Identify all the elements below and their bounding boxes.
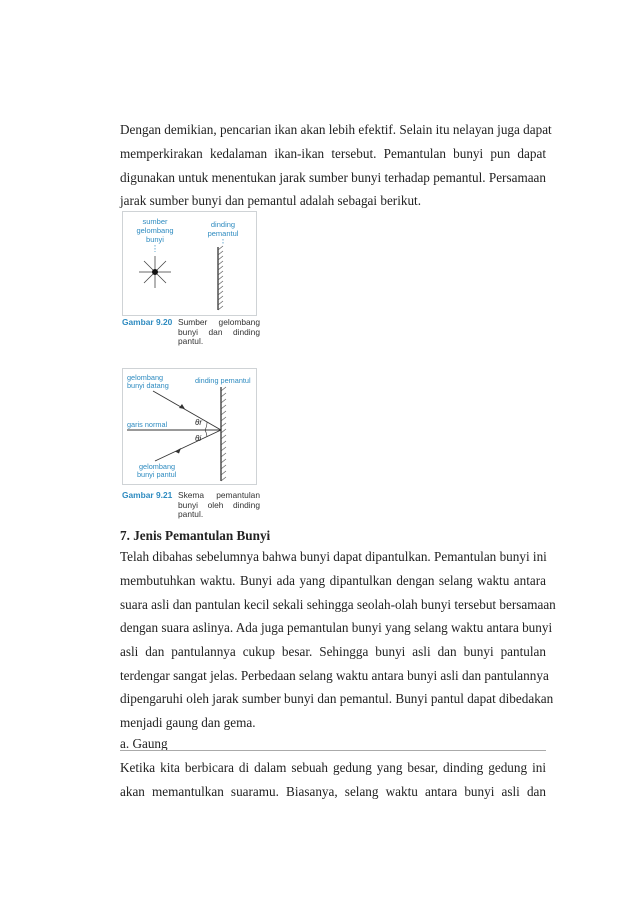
source-and-wall-diagram [123, 212, 256, 315]
source-label-2: gelombang [136, 226, 174, 235]
figure2-caption-line-1: Skema pemantulan [178, 490, 260, 500]
reflected-ray [155, 430, 221, 461]
intro-line-2: memperkirakan kedalaman ikan-ikan tersebut. Pemantulan bunyi pun dapat [120, 146, 546, 161]
section-line-8: menjadi gaung dan gema. [120, 715, 256, 730]
figure1-caption-line-2: bunyi dan dinding [178, 326, 260, 337]
figure-sound-source [122, 211, 257, 316]
figure1-caption-line-3: pantul. [178, 336, 204, 346]
source-label-3: bunyi [146, 235, 164, 244]
incident-label-1: gelombang [127, 373, 164, 382]
figure2-caption-line-2: bunyi oleh dinding [178, 499, 260, 510]
subsection-line-1: Ketika kita berbicara di dalam sebuah gedung yang besar, dinding gedung ini [120, 760, 546, 775]
figure1-caption-line-1: Sumber gelombang [178, 317, 260, 327]
reflection-diagram [123, 369, 256, 484]
normal-label: garis normal [127, 420, 168, 429]
figure1-caption-number: Gambar 9.20 [122, 317, 173, 327]
figure2-caption-number: Gambar 9.21 [122, 490, 173, 500]
section-line-3: suara asli dan pantulan kecil sekali sehingga seolah-olah bunyi tersebut bersamaan [120, 597, 556, 612]
section-line-4: dengan suara aslinya. Ada juga pemantulan bunyi yang selang waktu antara bunyi [120, 620, 553, 635]
wall-label-2: pemantul [207, 229, 239, 238]
divider-line [120, 750, 546, 751]
source-label-1: sumber [142, 217, 168, 226]
subheading: a. Gaung [120, 736, 168, 751]
section-line-2: membutuhkan waktu. Bunyi ada yang dipantulkan dengan selang waktu antara [120, 573, 546, 588]
figure2-caption-line-3: pantul. [178, 509, 204, 519]
angle-reflection-label: θr [195, 418, 203, 427]
wall-label: dinding pemantul [195, 376, 251, 385]
angle-incidence-label: θi [195, 434, 202, 443]
reflected-label-2: bunyi pantul [137, 470, 177, 479]
wall-label-1: dinding [210, 220, 236, 229]
intro-line-3: digunakan untuk menentukan jarak sumber bunyi terhadap pemantul. Persamaan [120, 170, 546, 185]
section-line-6: terdengar sangat jelas. Perbedaan selang waktu antara bunyi asli dan pantulannya [120, 668, 549, 683]
intro-line-4: jarak sumber bunyi dan pemantul adalah sebagai berikut. [120, 193, 422, 208]
figure-reflection-scheme [122, 368, 257, 485]
sound-source-dot [152, 269, 158, 275]
reflected-label-1: gelombang [139, 462, 176, 471]
section-line-5: asli dan pantulannya cukup besar. Sehingga bunyi asli dan bunyi pantulan [120, 644, 546, 659]
section-heading: 7. Jenis Pemantulan Bunyi [120, 528, 271, 543]
subsection-line-2: akan memantulkan suaramu. Biasanya, selang waktu antara bunyi asli dan [120, 784, 546, 799]
intro-line-1: Dengan demikian, pencarian ikan akan lebih efektif. Selain itu nelayan juga dapat [120, 122, 552, 137]
section-line-7: dipengaruhi oleh jarak sumber bunyi dan pemantul. Bunyi pantul dapat dibedakan [120, 691, 554, 706]
incident-label-2: bunyi datang [127, 381, 169, 390]
section-line-1: Telah dibahas sebelumnya bahwa bunyi dapat dipantulkan. Pemantulan bunyi ini [120, 549, 547, 564]
